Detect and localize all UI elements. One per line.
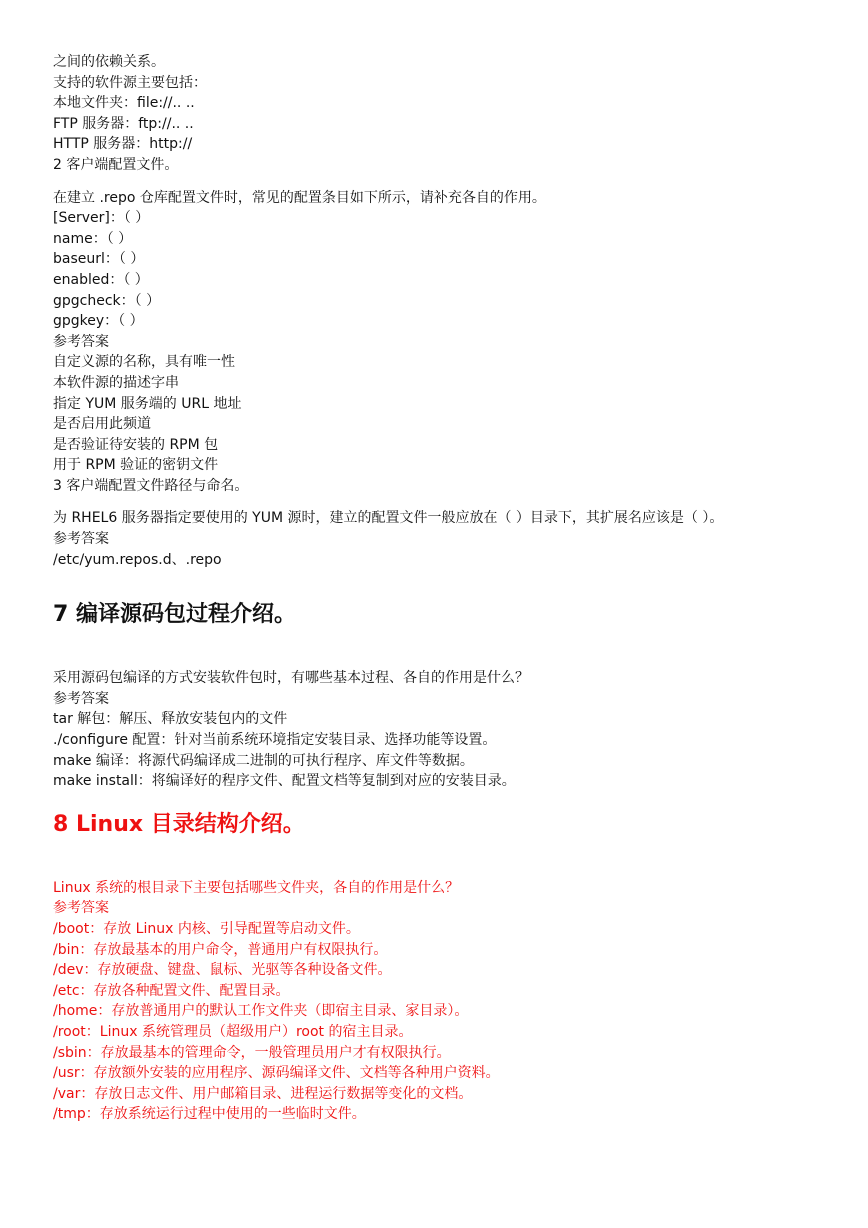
question-text: 在建立 .repo 仓库配置文件时，常见的配置条目如下所示，请补充各自的作用。 [53, 189, 546, 206]
text-line: 之间的依赖关系。 [53, 54, 165, 70]
text-line: 是否启用此频道 [53, 416, 151, 433]
text-line: name：（ ） [53, 230, 133, 247]
text-line: [Server]：（ ） [53, 210, 150, 227]
text-line: /sbin：存放最基本的管理命令，一般管理员用户才有权限执行。 [53, 1044, 451, 1061]
text-line: enabled：（ ） [53, 271, 149, 288]
text-line: /dev：存放硬盘、键盘、鼠标、光驱等各种设备文件。 [53, 962, 392, 979]
text-line: 3 客户端配置文件路径与命名。 [53, 477, 249, 494]
text-line: 是否验证待安装的 RPM 包 [53, 436, 219, 453]
text-line: /etc：存放各种配置文件、配置目录。 [53, 982, 290, 999]
text-line: ./configure 配置：针对当前系统环境指定安装目录、选择功能等设置。 [53, 732, 497, 749]
question-text: 为 RHEL6 服务器指定要使用的 YUM 源时，建立的配置文件一般应放在（ ）目录下，其扩展名应该是（ ）。 [53, 510, 724, 527]
text-line: /var：存放日志文件、用户邮箱目录、进程运行数据等变化的文档。 [53, 1085, 473, 1102]
section-linux-dirs [53, 878, 843, 1125]
question-text: 采用源码包编译的方式安装软件包时，有哪些基本过程、各自的作用是什么？ [53, 670, 529, 687]
answer-label: 参考答案 [53, 900, 109, 917]
question-text: Linux 系统的根目录下主要包括哪些文件夹，各自的作用是什么？ [53, 879, 460, 896]
text-line: 支持的软件源主要包括： [53, 74, 207, 91]
text-line: /home：存放普通用户的默认工作文件夹（即宿主目录、家目录）。 [53, 1003, 469, 1020]
text-line: baseurl：（ ） [53, 251, 145, 268]
text-line: 本地文件夹：file://.. .. [53, 95, 195, 112]
text-line: 指定 YUM 服务端的 URL 地址 [53, 395, 242, 412]
section-repo-config [53, 188, 843, 497]
answer-label: 参考答案 [53, 690, 109, 707]
answer-label: 参考答案 [53, 333, 109, 350]
text-line: /etc/yum.repos.d、.repo [53, 551, 222, 568]
text-line: make install：将编译好的程序文件、配置文档等复制到对应的安装目录。 [53, 773, 516, 790]
text-line: /root：Linux 系统管理员（超级用户）root 的宿主目录。 [53, 1023, 413, 1040]
text-line: /usr：存放额外安装的应用程序、源码编译文件、文档等各种用户资料。 [53, 1065, 500, 1082]
section-intro [53, 52, 843, 176]
heading-compile-source: 7 编译源码包过程介绍。 [53, 602, 296, 628]
text-line: 自定义源的名称，具有唯一性 [53, 354, 235, 371]
text-line: make 编译：将源代码编译成二进制的可执行程序、库文件等数据。 [53, 752, 474, 769]
text-line: /bin：存放最基本的用户命令，普通用户有权限执行。 [53, 941, 388, 958]
answer-label: 参考答案 [53, 531, 109, 548]
text-line: /tmp：存放系统运行过程中使用的一些临时文件。 [53, 1106, 366, 1123]
text-line: gpgcheck：（ ） [53, 292, 161, 309]
section-repo-path [53, 508, 843, 570]
text-line: 本软件源的描述字串 [53, 374, 179, 391]
text-line: HTTP 服务器：http:// [53, 136, 193, 153]
heading-linux-dirs: 8 Linux 目录结构介绍。 [53, 811, 305, 837]
text-line: 用于 RPM 验证的密钥文件 [53, 457, 219, 474]
text-line: /boot：存放 Linux 内核、引导配置等启动文件。 [53, 921, 360, 937]
document-page [53, 52, 843, 1125]
section-compile [53, 668, 843, 792]
text-line: FTP 服务器：ftp://.. .. [53, 115, 194, 132]
text-line: 2 客户端配置文件。 [53, 156, 179, 173]
text-line: tar 解包：解压、释放安装包内的文件 [53, 711, 288, 728]
text-line: gpgkey：（ ） [53, 313, 144, 330]
